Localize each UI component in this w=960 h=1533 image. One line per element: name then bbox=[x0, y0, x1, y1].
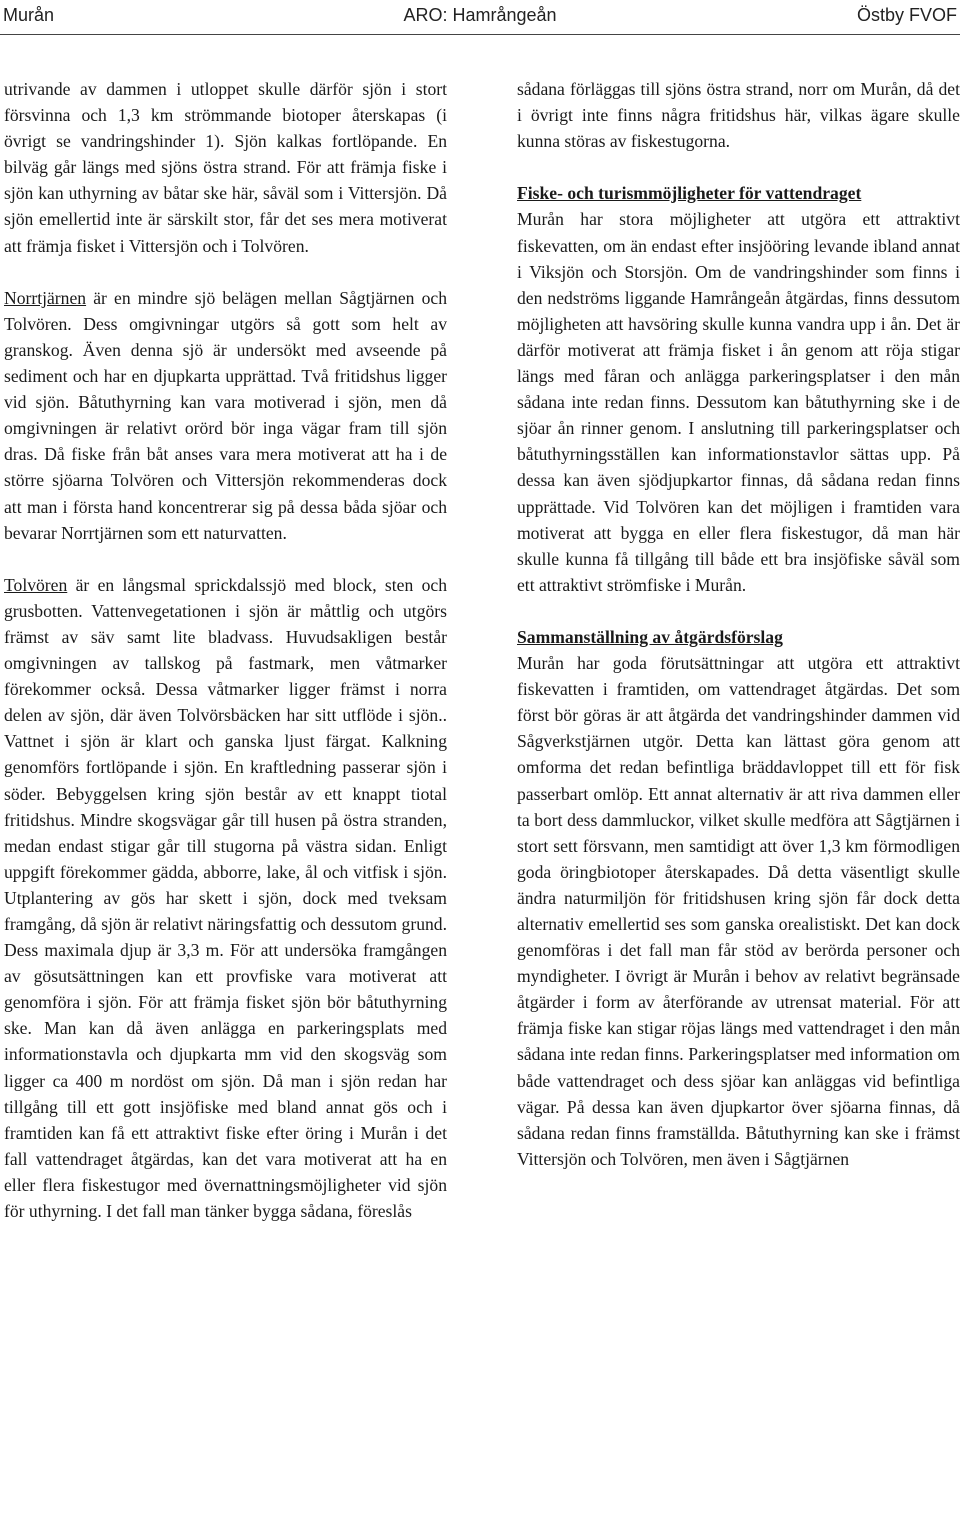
paragraph: utrivande av dammen i utloppet skulle därför sjön i stort försvinna och 1,3 km strömmande biotoper återskapas (i övrigt se vandringshinder 1). Sjön kalkas fortlöpande. En bilväg går längs med sjöns östra strand. För att främja fiske i sjön kan uthyrning av båtar ske här, såväl som i Vittersjön. Då sjön emellertid inte är särskilt stor, får det ses mera motiverat att främja fisket i Vittersjön och i Tolvören. bbox=[4, 79, 447, 256]
lake-name: Norrtjärnen bbox=[4, 287, 87, 308]
section-heading: Sammanställning av åtgärdsförslag bbox=[517, 626, 783, 647]
paragraph: Murån har goda förutsättningar att utgöra ett attraktivt fiskevatten i framtiden, om vattendraget åtgärdas. Det som först bör göras är att åtgärda det vandringshinder dammen vid Sågverkstjärnen utgör. Detta kan lättast göra genom att omforma det redan befintliga bräddavloppet till ett för fisk passerbart omlöp. Ett annat alternativ är att riva dammen eller ta bort dess dammluckor, vilket skulle medföra att Sågtjärnen i stort sett försvann, men samtidigt att över 1,3 km förmodligen goda öringbiotoper återskapades. Då detta väsentligt skulle ändra naturmiljön för fritidshusen kring sjön får dock detta alternativ emellertid ses som ganska orealistiskt. Det kan dock genomföras i det fall man får stöd av berörda personer och myndigheter. I övrigt är Murån i behov av relativt begränsade åtgärder i form av återförande av utrensat material. För att främja fiske kan stigar röjas längs med vattendraget i den mån sådana inte redan finns. Parkeringsplatser med information om både vattendraget och dess sjöar kan anläggas vid befintliga vägar. På dessa kan även djupkartor över sjöarna finnas, då sådana redan finns framställda. Båtuthyrning kan ske i främst Vittersjön och Tolvören, men även i Sågtjärnen bbox=[517, 653, 960, 1169]
paragraph: sådana förläggas till sjöns östra strand, norr om Murån, då det i övrigt inte finns några fritidshus här, vilkas ägare skulle kunna störas av fiskestugorna. bbox=[517, 79, 960, 152]
paragraph-text: är en långsmal sprickdalssjö med block, sten och grusbotten. Vattenvegetationen i sjön är måttlig och utgörs främst av säv samt lite bladvass. Huvudsakligen består omgivningen av tallskog på fastmark, men våtmarker förekommer också. Dessa våtmarker ligger främst i norra delen av sjön, där även Tolvörsbäcken har sitt utflöde i sjön.. Vattnet i sjön är klart och ganska ljust färgat. Kalkning genomförs fortlöpande i sjön. En kraftledning passerar sjön i söder. Bebyggelsen kring sjön består av ett knappt tiotal fritidshus. Mindre skogsvägar går till husen på östra stranden, medan endast stigar går till stugorna på västra sidan. Enligt uppgift förekommer gädda, abborre, lake, ål och vitfisk i sjön. Utplantering av gös har skett i sjön, dock med tveksam framgång, då sjön är relativt näringsfattig och dessutom grund. Dess maximala djup är 3,3 m. För att undersöka framgången av gösutsättningen kan ett provfiske vara motiverat att genomföra i sjön. För att främja fisket sjön bör båtuthyrning ske. Man kan då även anlägga en parkeringsplats med informationstavla och djupkarta mm vid den skogsväg som ligger ca 400 m nordöst om sjön. Då man i sjön redan har tillgång till ett gott insjöfiske med bland annat gös och i framtiden kan få ett attraktivt fiske efter öring i Murån i det fall vattendraget åtgärdas, kan det vara motiverat att ha en eller flera fiskestugor med övernattningsmöjligheter vid sjön för uthyrning. I det fall man tänker bygga sådana, föreslås bbox=[4, 574, 447, 1222]
page-header bbox=[0, 0, 960, 34]
header-center: ARO: Hamrångeån bbox=[403, 5, 557, 25]
paragraph-norrtjarnen bbox=[4, 285, 447, 546]
paragraph-tolvoren bbox=[4, 572, 447, 1224]
right-column bbox=[517, 76, 960, 1198]
lake-name: Tolvören bbox=[4, 574, 68, 595]
section-heading: Fiske- och turismmöjligheter för vattendraget bbox=[517, 183, 862, 204]
paragraph-text: är en mindre sjö belägen mellan Sågtjärnen och Tolvören. Dess omgivningar utgörs så gott som helt av granskog. Även denna sjö är undersökt med avseende på sediment och har en djupkarta upprättad. Två fritidshus ligger vid sjön. Båtuthyrning kan vara motiverad i sjön, men då omgivningen är relativt orörd bör inga vägar fram till sjön dras. Då fiske från båt anses vara mera motiverat att ha i de större sjöarna Tolvören och Vittersjön rekommenderas dock att man i första hand koncentrerar sig på dessa båda sjöar och bevarar Norrtjärnen som ett naturvatten. bbox=[4, 287, 447, 543]
paragraph: Murån har stora möjligheter att utgöra ett attraktivt fiskevatten, om än endast efter insjööring levande ibland annat i Viksjön och Storsjön. Om de vandringshinder som finns i den nedströms liggande Hamrångeån åtgärdas, finns dessutom möjligheten att havsöring skulle kunna vandra upp i ån. Det är därför motiverat att främja fisket i ån genom att röja stigar längs med fåran och anlägga parkeringsplatser i den mån sådana inte redan finns. Dessutom kan båtuthyrning ske i de sjöar ån rinner genom. I anslutning till parkeringsplatser och båtuthyrningsställen kan informationstavlor sättas upp. På dessa kan även sjödjupkartor finnas, då sådana redan finns upprättade. Vid Tolvören kan det möjligen i framtiden vara motiverat att bygga en eller flera fiskestugor, då man här skulle kunna få tillgång till både ett bra insjöfiske såväl som ett attraktivt strömfiske i Murån. bbox=[517, 209, 960, 595]
header-rule bbox=[0, 34, 960, 35]
left-column bbox=[4, 76, 447, 1250]
header-right: Östby FVOF bbox=[856, 5, 957, 25]
header-left: Murån bbox=[3, 5, 55, 25]
